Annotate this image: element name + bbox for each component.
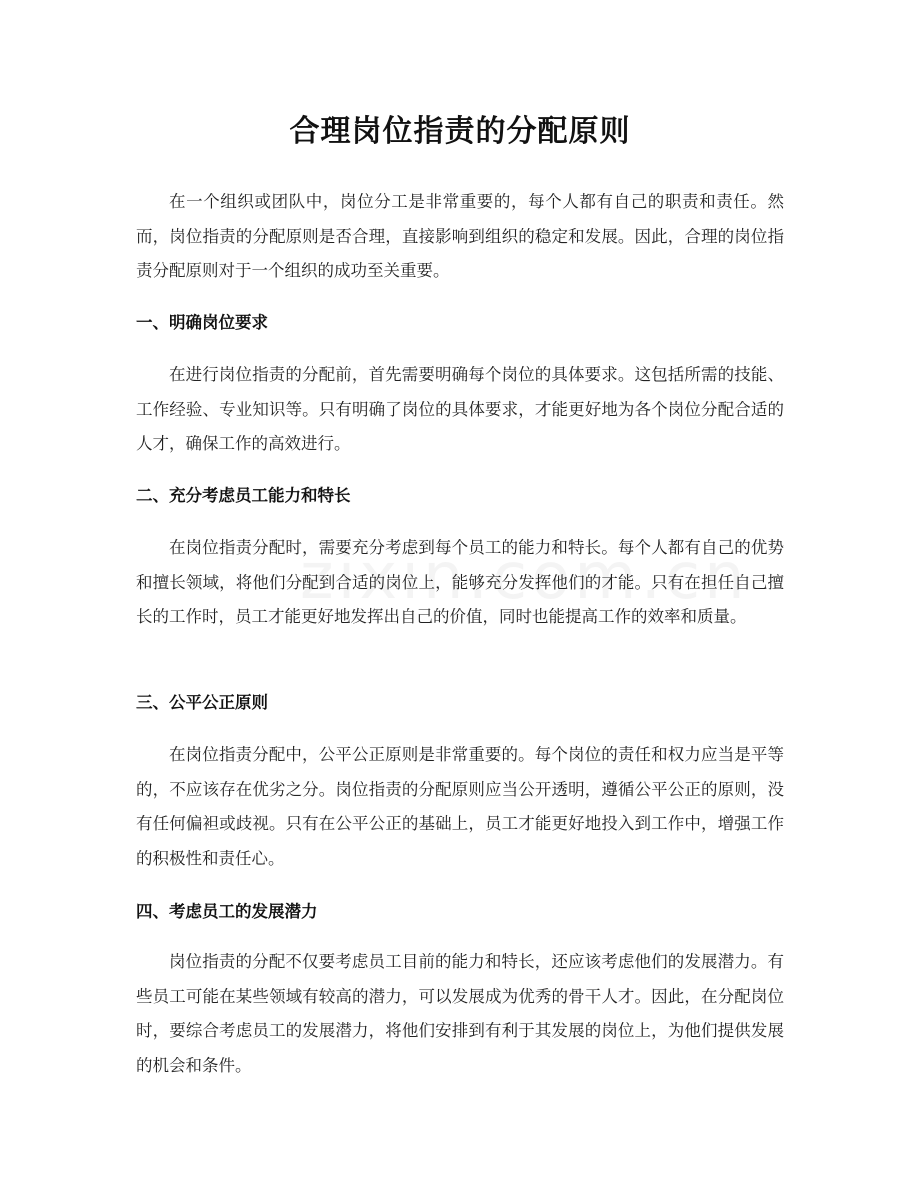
document-title: 合理岗位指责的分配原则 <box>289 114 631 149</box>
section-body-2: 在岗位指责分配时，需要充分考虑到每个员工的能力和特长。每个人都有自己的优势和擅长领域，将他们分配到合适的岗位上，能够充分发挥他们的才能。只有在担任自己擅长的工作时，员工才能更好地发挥出自己的价值，同时也能提高工作的效率和质量。 <box>136 538 784 626</box>
section-heading-2: 二、充分考虑员工能力和特长 <box>136 486 351 505</box>
section-heading-1: 一、明确岗位要求 <box>136 313 268 332</box>
intro-paragraph: 在一个组织或团队中，岗位分工是非常重要的，每个人都有自己的职责和责任。然而，岗位指责的分配原则是否合理，直接影响到组织的稳定和发展。因此，合理的岗位指责分配原则对于一个组织的成功至关重要。 <box>136 192 784 280</box>
section-heading-3: 三、公平公正原则 <box>136 693 268 712</box>
section-heading-4: 四、考虑员工的发展潜力 <box>136 902 318 921</box>
section-body-4: 岗位指责的分配不仅要考虑员工目前的能力和特长，还应该考虑他们的发展潜力。有些员工可能在某些领域有较高的潜力，可以发展成为优秀的骨干人才。因此，在分配岗位时，要综合考虑员工的发展潜力，将他们安排到有利于其发展的岗位上，为他们提供发展的机会和条件。 <box>136 952 784 1075</box>
section-body-1: 在进行岗位指责的分配前，首先需要明确每个岗位的具体要求。这包括所需的技能、工作经验、专业知识等。只有明确了岗位的具体要求，才能更好地为各个岗位分配合适的人才，确保工作的高效进行。 <box>136 365 784 453</box>
section-body-3: 在岗位指责分配中，公平公正原则是非常重要的。每个岗位的责任和权力应当是平等的，不应该存在优劣之分。岗位指责的分配原则应当公开透明，遵循公平公正的原则，没有任何偏袒或歧视。只有在公平公正的基础上，员工才能更好地投入到工作中，增强工作的积极性和责任心。 <box>136 745 784 868</box>
